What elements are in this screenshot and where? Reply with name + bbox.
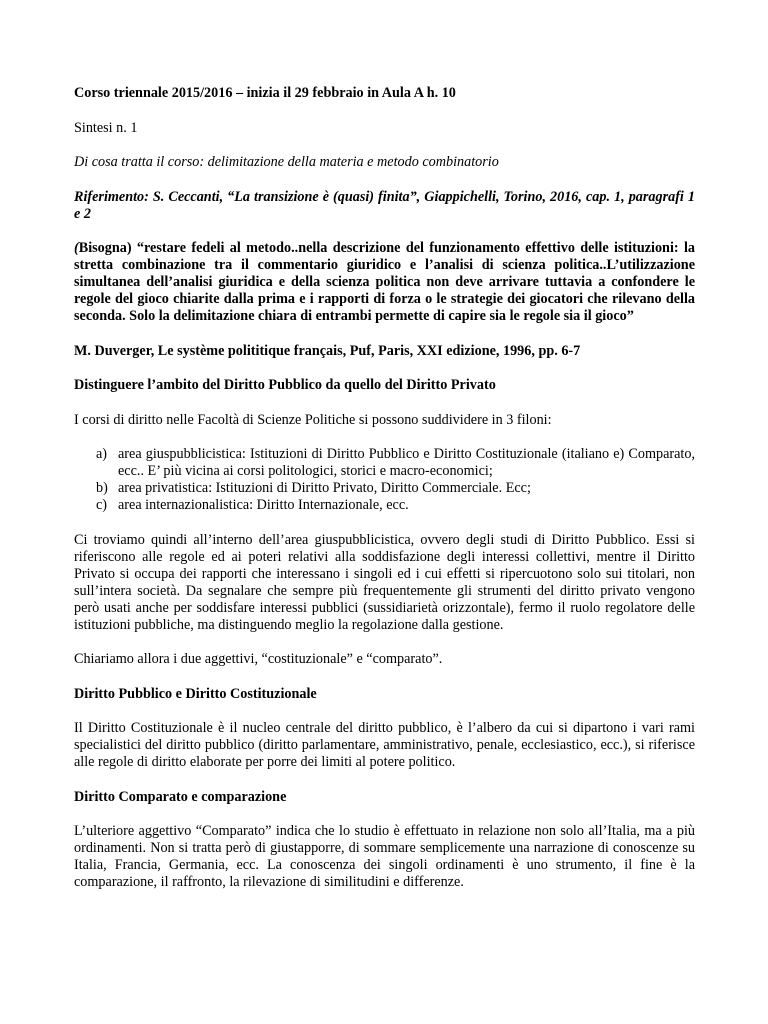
document-page bbox=[74, 85, 695, 909]
courses-intro: I corsi di diritto nelle Facoltà di Scienze Politiche si possono suddividere in 3 filoni: bbox=[74, 411, 552, 428]
list-item bbox=[74, 497, 695, 514]
duverger-citation: M. Duverger, Le système polititique français, Puf, Paris, XXI edizione, 1996, pp. 6-7 bbox=[74, 342, 581, 359]
list-item bbox=[74, 480, 695, 497]
duverger-quote bbox=[74, 240, 695, 325]
quote-text: Bisogna) “restare fedeli al metodo..nella descrizione del funzionamento effettivo delle istituzioni: la stretta combinazione tra il commentario giuridico e l’analisi di scienza politica..L’utilizzazione simultanea dell’analisi giuridica e della scienza politica non deve arrivare tuttavia a confondere le regole del gioco chiarite dalla prima e i rapporti di forza o le strategie dei giocatori che rilevano della seconda. Solo la delimitazione chiara di entrambi permette di capire sia le regole sia il gioco” bbox=[74, 240, 695, 324]
list-item bbox=[74, 446, 695, 480]
course-heading: Corso triennale 2015/2016 – inizia il 29 febbraio in Aula A h. 10 bbox=[74, 85, 456, 101]
list-item-text: area privatistica: Istituzioni di Diritto Privato, Diritto Commerciale. Ecc; bbox=[118, 480, 531, 496]
list-marker: c) bbox=[96, 497, 108, 513]
course-topic: Di cosa tratta il corso: delimitazione della materia e metodo combinatorio bbox=[74, 154, 499, 170]
comparative-paragraph: L’ulteriore aggettivo “Comparato” indica che lo studio è effettuato in relazione non solo all’Italia, ma a più ordinamenti. Non si tratta però di giustapporre, di sommare semplicemente una narrazione di conoscenze su Italia, Francia, Germania, ecc. La conoscenza dei singoli ordinamenti è uno strumento, il fine è la comparazione, il raffronto, la rilevazione di similitudini e differenze. bbox=[74, 823, 695, 890]
list-item-text: area internazionalistica: Diritto Internazionale, ecc. bbox=[118, 497, 409, 513]
adjectives-sentence: Chiariamo allora i due aggettivi, “costituzionale” e “comparato”. bbox=[74, 651, 443, 667]
quote-open-paren: ( bbox=[74, 240, 79, 256]
public-law-paragraph: Ci troviamo quindi all’interno dell’area giuspubblicistica, ovvero degli studi di Diritto Pubblico. Essi si riferiscono alle regole ed ai poteri relativi alla soddisfazione degli interessi collettivi, mentre il Diritto Privato si occupa dei rapporti che interessano i singoli ed i cui effetti si ripercuotono solo sui titolari, non sull’intera società. Da segnalare che sempre più frequentemente gli strumenti del diritto privato vengono però usati anche per soddisfare interessi pubblici (sussidiarietà orizzontale), fermo il ruolo regolatore delle istituzioni pubbliche, ma distinguendo meglio la regolazione dalla gestione. bbox=[74, 531, 695, 633]
summary-number: Sintesi n. 1 bbox=[74, 119, 138, 136]
reference-citation: Riferimento: S. Ceccanti, “La transizione è (quasi) finita”, Giappichelli, Torino, 2016, cap. 1, paragrafi 1 e 2 bbox=[74, 188, 695, 222]
section-heading-constitutional: Diritto Pubblico e Diritto Costituzionale bbox=[74, 685, 317, 702]
list-item-text: area giuspubblicistica: Istituzioni di Diritto Pubblico e Diritto Costituzionale (italiano e) Comparato, ecc.. E’ più vicina ai corsi politologici, storici e macro-economici; bbox=[118, 446, 695, 479]
section-heading-comparative: Diritto Comparato e comparazione bbox=[74, 788, 287, 805]
constitutional-paragraph: Il Diritto Costituzionale è il nucleo centrale del diritto pubblico, è l’albero da cui si dipartono i vari rami specialistici del diritto pubblico (diritto parlamentare, amministrativo, penale, ecclesiastico, ecc.), si riferisce alle regole di diritto elaborate per porre dei limiti al potere politico. bbox=[74, 720, 695, 770]
list-marker: a) bbox=[96, 446, 108, 462]
areas-list bbox=[74, 446, 695, 514]
list-marker: b) bbox=[96, 480, 108, 496]
section-heading-public-private: Distinguere l’ambito del Diritto Pubblico da quello del Diritto Privato bbox=[74, 377, 496, 393]
